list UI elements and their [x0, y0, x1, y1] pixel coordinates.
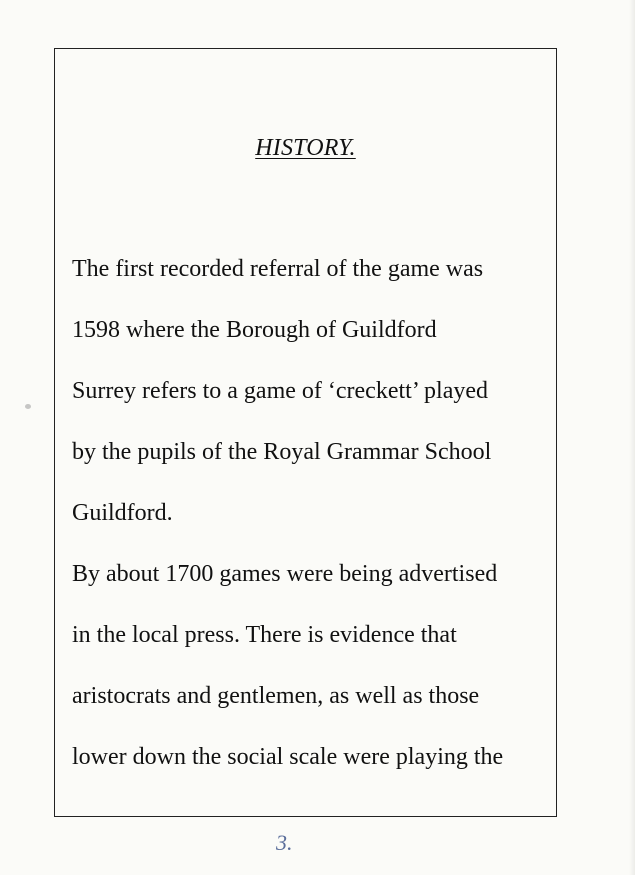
page-title: HISTORY.: [255, 135, 356, 161]
scan-edge-shadow: [629, 0, 635, 875]
body-text-line-6: By about 1700 games were being advertised: [72, 561, 498, 587]
body-text-line-8: aristocrats and gentlemen, as well as those: [72, 683, 480, 709]
body-text-line-4: by the pupils of the Royal Grammar School: [72, 439, 492, 465]
page-number: 3.: [276, 830, 293, 855]
body-text-line-2: 1598 where the Borough of Guildford: [72, 317, 437, 343]
page-border-frame: [54, 48, 557, 817]
scan-speck: [25, 404, 31, 409]
body-text-line-7: in the local press. There is evidence that: [72, 622, 457, 648]
body-text-line-5: Guildford.: [72, 500, 173, 526]
body-text-line-1: The first recorded referral of the game was: [72, 256, 484, 282]
body-text-line-9: lower down the social scale were playing the: [72, 744, 504, 770]
body-text-line-3: Surrey refers to a game of ‘creckett’ played: [72, 378, 489, 404]
